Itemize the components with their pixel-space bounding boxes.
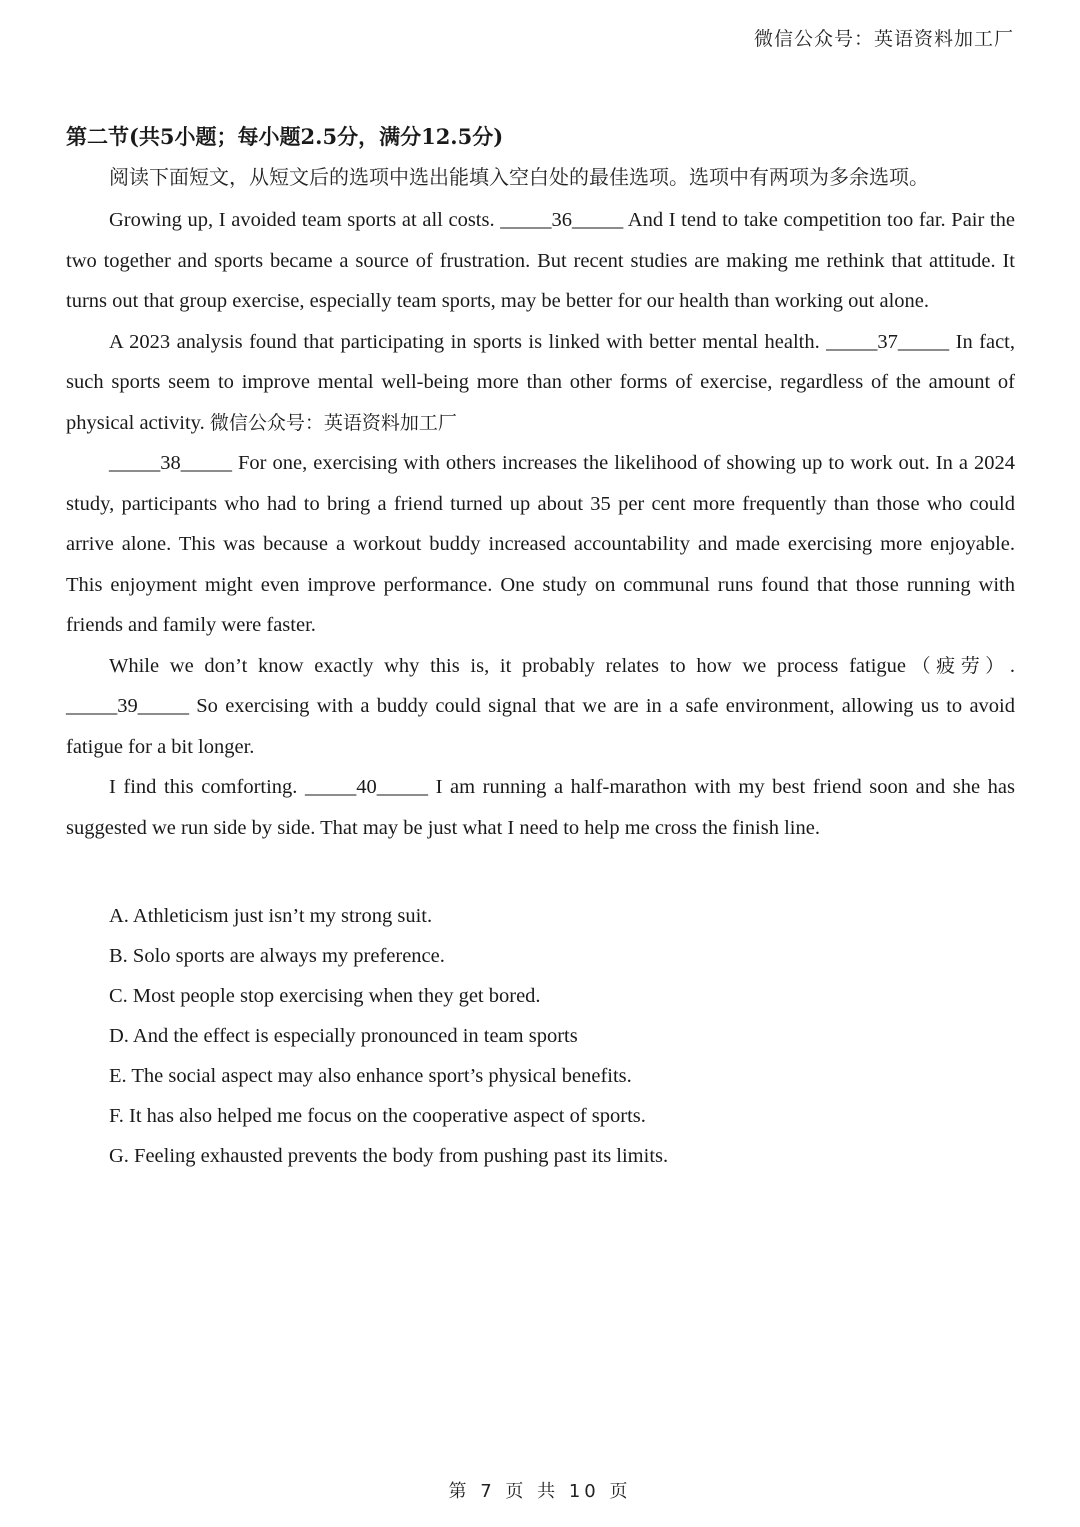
page-header-watermark: 微信公众号：英语资料加工厂 <box>753 28 1014 50</box>
passage-paragraph-3 <box>66 443 1015 646</box>
chinese-gloss: （疲劳） <box>906 654 1010 677</box>
passage-paragraph-1 <box>66 200 1015 322</box>
passage-paragraph-5 <box>66 767 1015 848</box>
paragraph-text: . <box>1009 654 1015 677</box>
paragraph-text: A 2023 analysis found that participating in sports is linked with better mental health. <box>109 330 827 353</box>
option-f: F. It has also helped me focus on the cooperative aspect of sports. <box>109 1105 646 1127</box>
paragraph-text: So exercising with a buddy could signal that we are in a safe environment, allowing us to avoid fatigue for a bit longer. <box>66 695 1015 758</box>
blank-39: _____39_____ <box>66 695 189 717</box>
paragraph-text: I find this comforting. <box>109 776 306 798</box>
paragraph-text: Growing up, I avoided team sports at all costs. <box>109 209 501 231</box>
option-g: G. Feeling exhausted prevents the body from pushing past its limits. <box>109 1145 669 1167</box>
page-content <box>66 122 1015 1176</box>
paragraph-text: I am running a half-marathon with my best friend soon and she has suggested we run side by side. That may be just what I need to help me cross the finish line. <box>66 776 1016 839</box>
section-instruction: 阅读下面短文，从短文后的选项中选出能填入空白处的最佳选项。选项中有两项为多余选项。 <box>109 165 929 189</box>
inline-watermark: 微信公众号：英语资料加工厂 <box>209 411 457 434</box>
blank-36: _____36_____ <box>500 209 624 231</box>
option-a: A. Athleticism just isn’t my strong suit. <box>109 905 433 927</box>
option-d: D. And the effect is especially pronounced in team sports <box>109 1025 578 1047</box>
option-b: B. Solo sports are always my preference. <box>109 945 445 967</box>
option-c: C. Most people stop exercising when they get bored. <box>109 985 541 1007</box>
passage-paragraph-2 <box>66 322 1015 444</box>
paragraph-text: While we don’t know exactly why this is, it probably relates to how we process fatigue <box>109 654 907 677</box>
section-title: 第二节(共5小题；每小题2.5分，满分12.5分) <box>66 124 504 149</box>
page-number: 第 7 页 共 10 页 <box>448 1481 632 1502</box>
paragraph-text: For one, exercising with others increases the likelihood of showing up to work out. In a 2024 study, participants who had to bring a friend turned up about 35 per cent more frequently than those who could arrive alone. This was because a workout buddy increased accountability and made exercising more enjoyable. This enjoyment might even improve performance. One study on communal runs found that those running with friends and family were faster. <box>66 452 1015 636</box>
option-e: E. The social aspect may also enhance sport’s physical benefits. <box>109 1065 632 1087</box>
paragraph-text: In fact, such sports seem to improve mental well-being more than other forms of exercise, regardless of the amount of physical activity. <box>66 330 1015 434</box>
blank-40: _____40_____ <box>305 776 429 798</box>
blank-38: _____38_____ <box>109 452 232 474</box>
blank-37: _____37_____ <box>826 330 950 353</box>
passage-paragraph-4 <box>66 646 1015 768</box>
paragraph-text: And I tend to take competition too far. Pair the two together and sports became a source of frustration. But recent studies are making me rethink that attitude. It turns out that group exercise, especially team sports, may be better for our health than working out alone. <box>66 209 1015 312</box>
answer-options <box>66 896 1015 1176</box>
